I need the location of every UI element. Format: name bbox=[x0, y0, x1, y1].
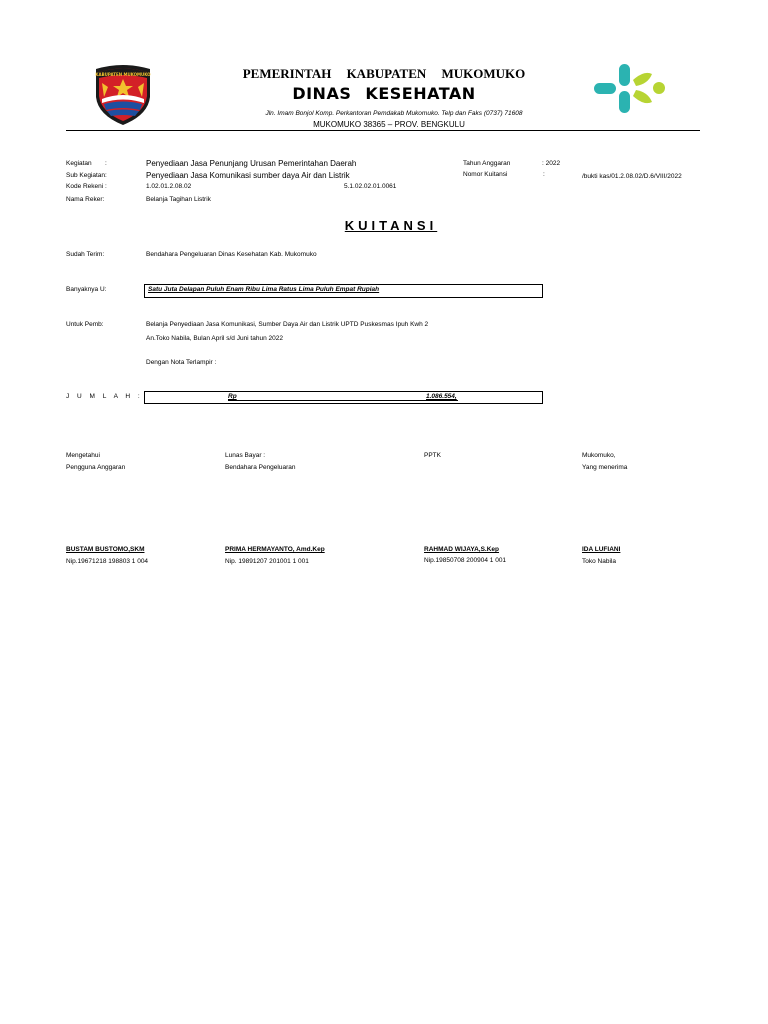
nota-terlampir: Dengan Nota Terlampir : bbox=[146, 359, 217, 366]
nama-rekening-label: Nama Reker: bbox=[66, 196, 105, 203]
signature-1-line-2: Pengguna Anggaran bbox=[66, 464, 126, 471]
jumlah-value: 1.086.554, bbox=[426, 393, 457, 400]
signature-4-line-2: Yang menerima bbox=[582, 464, 628, 471]
signature-2-name: PRIMA HERMAYANTO, Amd.Kep bbox=[225, 546, 325, 553]
signature-4-line-1: Mukomuko, bbox=[582, 452, 616, 459]
nomor-kuitansi-value: /bukti kas/01.2.08.02/D.6/VIII/2022 bbox=[582, 173, 682, 180]
signature-2-nip: Nip. 19891207 201001 1 001 bbox=[225, 558, 309, 565]
signature-1-name: BUSTAM BUSTOMO,SKM bbox=[66, 546, 145, 553]
svg-text:KABUPATEN MUKOMUKO: KABUPATEN MUKOMUKO bbox=[95, 72, 151, 77]
header-city: MUKOMUKO 38365 – PROV. BENGKULU bbox=[313, 120, 465, 129]
header-address: Jln. Imam Bonjol Komp. Perkantoran Pemdakab Mukomuko. Telp dan Faks (0737) 71608 bbox=[265, 110, 523, 117]
kegiatan-colon: : bbox=[105, 160, 107, 167]
sub-kegiatan-value: Penyediaan Jasa Komunikasi sumber daya Air dan Listrik bbox=[146, 171, 350, 180]
jumlah-label: J U M L A H : bbox=[66, 393, 143, 400]
tahun-anggaran-value: : 2022 bbox=[542, 160, 561, 167]
kode-rekening-label: Kode Rekeni : bbox=[66, 183, 107, 190]
kegiatan-label: Kegiatan bbox=[66, 160, 92, 167]
signature-2-line-2: Bendahara Pengeluaran bbox=[225, 464, 296, 471]
signature-4-nip: Toko Nabila bbox=[582, 558, 616, 565]
jumlah-currency: Rp bbox=[228, 393, 237, 400]
jumlah-underline bbox=[228, 400, 458, 401]
signature-3-line-1: PPTK bbox=[424, 452, 441, 459]
header-divider bbox=[66, 130, 700, 131]
signature-2-line-1: Lunas Bayar : bbox=[225, 452, 266, 459]
sub-kegiatan-label: Sub Kegiatan: bbox=[66, 172, 107, 179]
sudah-terima-label: Sudah Terim: bbox=[66, 251, 105, 258]
untuk-pembayaran-line-2: An.Toko Nabila, Bulan April s/d Juni tahun 2022 bbox=[146, 335, 283, 342]
kode-rekening-value: 1.02.01.2.08.02 bbox=[146, 183, 192, 190]
signature-4-name: IDA LUFIANI bbox=[582, 546, 621, 553]
signature-1-nip: Nip.19671218 198803 1 004 bbox=[66, 558, 149, 565]
nomor-kuitansi-label: Nomor Kuitansi bbox=[463, 171, 508, 178]
signature-1-line-1: Mengetahui bbox=[66, 452, 100, 459]
nama-rekening-value: Belanja Tagihan Listrik bbox=[146, 196, 211, 203]
kegiatan-value: Penyediaan Jasa Penunjang Urusan Pemerintahan Daerah bbox=[146, 159, 357, 168]
header-department-name: DINAS KESEHATAN bbox=[292, 84, 476, 103]
signature-3-nip: Nip.19850708 200904 1 001 bbox=[424, 557, 507, 564]
banyaknya-uang-value: Satu Juta Delapan Puluh Enam Ribu Lima Ratus Lima Puluh Empat Rupiah bbox=[148, 286, 380, 293]
tahun-anggaran-label: Tahun Anggaran bbox=[463, 160, 511, 167]
document-title: KUITANSI bbox=[344, 218, 438, 233]
kode-rekening-value-2: 5.1.02.02.01.0061 bbox=[344, 183, 397, 190]
signature-3-name: RAHMAD WIJAYA,S.Kep bbox=[424, 546, 500, 553]
banyaknya-uang-label: Banyaknya U: bbox=[66, 286, 107, 293]
jumlah-box bbox=[144, 391, 543, 404]
sudah-terima-value: Bendahara Pengeluaran Dinas Kesehatan Kab. Mukomuko bbox=[146, 251, 317, 258]
untuk-pembayaran-label: Untuk Pemb: bbox=[66, 321, 104, 328]
untuk-pembayaran-line-1: Belanja Penyediaan Jasa Komunikasi, Sumber Daya Air dan Listrik UPTD Puskesmas Ipuh Kwh 2 bbox=[146, 321, 429, 328]
nomor-kuitansi-colon: : bbox=[543, 171, 545, 178]
header-government-name: PEMERINTAH KABUPATEN MUKOMUKO bbox=[242, 66, 526, 81]
